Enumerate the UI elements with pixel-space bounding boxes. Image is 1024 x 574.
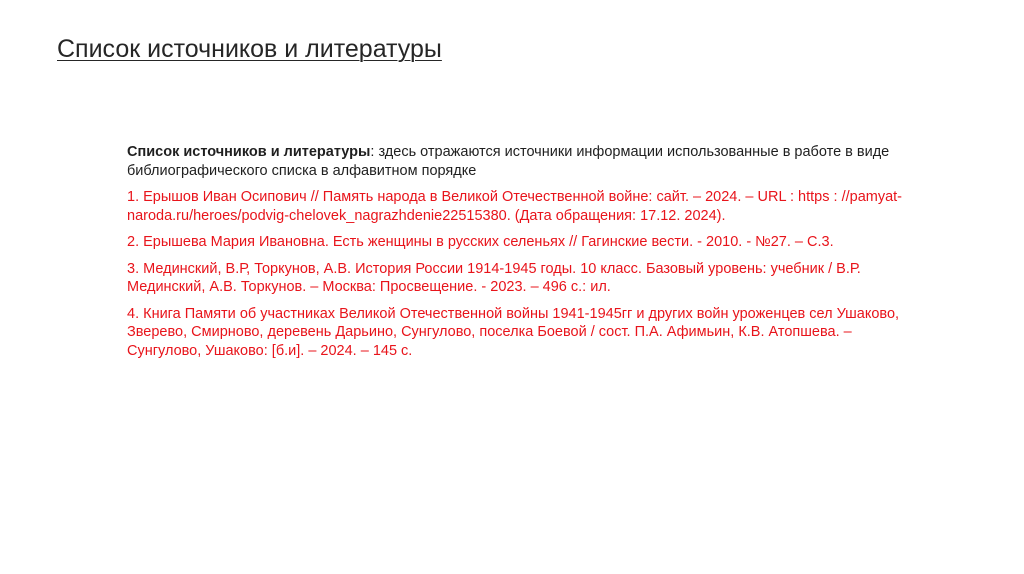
reference-item-4: 4. Книга Памяти об участниках Великой Отечественной войны 1941-1945гг и других войн уроженцев сел Ушаково, Зверево, Смирново, деревень Дарьино, Сунгулово, поселка Боевой / сост. П.А. Афимьин, К.В. Атопшева. – Сунгулово, Ушаково: [б.и]. – 2024. – 145 с. [127, 305, 900, 359]
intro-description: : здесь отражаются источники информации использованные в работе в виде библиографического списка в алфавитном порядке [127, 144, 890, 179]
reference-item-2: 2. Ерышева Мария Ивановна. Есть женщины в русских селеньях // Гагинские вести. - 2010. - №27. – С.3. [127, 234, 834, 250]
slide-title: Список источников и литературы [57, 35, 442, 63]
reference-item-3: 3. Мединский, В.Р, Торкунов, А.В. История России 1914-1945 годы. 10 класс. Базовый уровень: учебник / В.Р. Мединский, А.В. Торкунов. – Москва: Просвещение. - 2023. – 496 с.: ил. [127, 260, 861, 295]
intro-paragraph [127, 143, 917, 180]
intro-term: Список источников и литературы [127, 144, 371, 160]
reference-item-1: 1. Ерышов Иван Осипович // Память народа в Великой Отечественной войне: сайт. – 2024. – URL : https : //pamyat-naroda.ru/heroes/podvig-chelovek_nagrazhdenie22515380. (Дата обращения: 17.12. 2024). [127, 189, 903, 224]
content-area [127, 143, 917, 368]
